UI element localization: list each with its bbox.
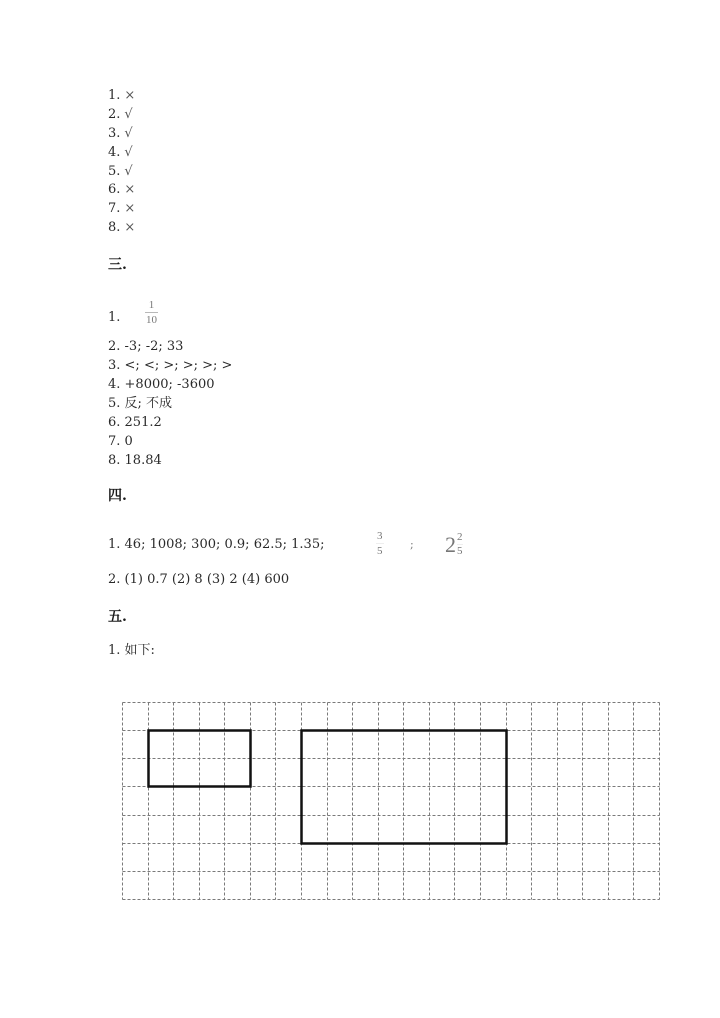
section-three-q1-label: 1.: [108, 310, 121, 325]
answer-line: [108, 126, 133, 142]
check-mark-icon: √: [124, 145, 133, 160]
section-three-heading: 三.: [108, 257, 127, 273]
section-three-answer: 8. 18.84: [108, 453, 162, 468]
grid-figure: [122, 702, 660, 899]
fraction-bar: [145, 312, 158, 313]
section-three-answer: 2. -3; -2; 33: [108, 339, 184, 354]
answer-number: 8.: [108, 220, 121, 235]
cross-mark-icon: ×: [124, 201, 136, 216]
answer-number: 1.: [108, 88, 121, 103]
check-mark-icon: √: [124, 107, 133, 122]
answer-line: [108, 88, 135, 104]
section-five-q1: 1. 如下:: [108, 643, 155, 658]
answer-line: [108, 220, 135, 236]
answer-number: 7.: [108, 201, 121, 216]
cross-mark-icon: ×: [124, 220, 136, 235]
fraction-numerator: 2: [457, 531, 463, 543]
section-three-answer: 3. <; <; >; >; >; >: [108, 358, 233, 373]
answer-line: [108, 164, 133, 180]
fraction-denominator: 5: [377, 545, 383, 557]
check-mark-icon: √: [124, 126, 133, 141]
cross-mark-icon: ×: [124, 182, 136, 197]
fraction-numerator: 3: [377, 530, 383, 542]
mixed-whole: 2: [445, 531, 456, 557]
answer-line: [108, 107, 133, 123]
section-three-answer: 7. 0: [108, 434, 133, 449]
answer-line: [108, 201, 135, 217]
answer-number: 3.: [108, 126, 121, 141]
grid-svg: [122, 702, 660, 900]
section-three-answer: 5. 反; 不成: [108, 396, 173, 411]
cross-mark-icon: ×: [124, 88, 136, 103]
fraction-numerator: 1: [148, 299, 155, 311]
fraction-denominator: 5: [457, 545, 463, 557]
fraction-three-fifths: [376, 530, 384, 557]
section-four-heading: 四.: [108, 488, 127, 504]
fraction-one-tenth: [145, 299, 158, 326]
section-three-answer: 6. 251.2: [108, 415, 162, 430]
mixed-fraction: [457, 532, 463, 557]
answer-number: 2.: [108, 107, 121, 122]
check-mark-icon: √: [124, 164, 133, 179]
answer-number: 5.: [108, 164, 121, 179]
answer-line: [108, 182, 135, 198]
answer-number: 4.: [108, 145, 121, 160]
section-four-q2: 2. (1) 0.7 (2) 8 (3) 2 (4) 600: [108, 572, 290, 587]
mixed-number-two-and-two-fifths: [445, 532, 463, 557]
section-three-answer: 4. +8000; -3600: [108, 377, 215, 392]
fraction-separator: ;: [410, 538, 414, 551]
answer-number: 6.: [108, 182, 121, 197]
fraction-denominator: 10: [146, 314, 157, 326]
answer-line: [108, 145, 133, 161]
section-five-heading: 五.: [108, 609, 127, 625]
fraction-bar: [376, 543, 384, 544]
section-four-q1-text: 1. 46; 1008; 300; 0.9; 62.5; 1.35;: [108, 537, 325, 552]
